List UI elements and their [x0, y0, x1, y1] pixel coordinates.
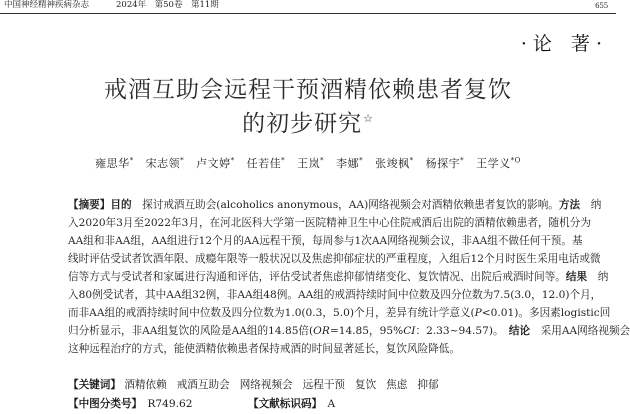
author [95, 156, 134, 172]
issue-info: 2024年 第50卷 第11期 [116, 0, 219, 10]
keyword: 焦虑 [386, 379, 408, 391]
abstract-line: 这种远程治疗的方式，能使酒精依赖患者保持戒酒的时间显著延长，复饮风险降低。 [68, 343, 460, 355]
author-mark: * [409, 156, 414, 165]
author [196, 156, 235, 172]
results-label: 结果 [565, 271, 588, 283]
author [336, 156, 363, 172]
methods-label: 方法 [558, 199, 581, 211]
author-name: 卢文婷 [196, 157, 231, 170]
author-name: 雍思华 [95, 157, 130, 170]
methods-text-end: 信等方式与受试者和家属进行沟通和评估，评估受试者焦虑抑郁情绪变化、复饮情况、出院后戒酒时间等。 [68, 271, 566, 283]
keyword: 戒酒互助会 [176, 379, 230, 391]
author-name: 杨探宇 [425, 157, 461, 170]
keyword: 复饮 [355, 379, 377, 391]
p-symbol: P [474, 307, 482, 319]
author-mark: * [320, 156, 325, 165]
author-mark: * [281, 156, 286, 165]
results-text-start: 纳 [597, 271, 609, 283]
abstract-line [68, 322, 630, 340]
running-header [4, 0, 608, 11]
keyword: 网络视频会 [239, 379, 293, 391]
results-text-part: 而非AA组的戒酒持续时间中位数及四分位数为1.0(0.3，5.0)个月，差异有统计学意义( [68, 307, 475, 319]
author-mark: * [460, 156, 465, 165]
objective-label: 目的 [110, 199, 132, 211]
author-name: 张竣枫 [375, 157, 410, 170]
title-line-2 [0, 107, 616, 141]
results-text-part: <0.01)。多因素logistic回 [481, 307, 611, 319]
objective-text: 探讨戒酒互助会(alcoholics anonymous，AA)网络视频会对酒精依赖患者复饮的影响。 [142, 199, 559, 211]
author [476, 156, 521, 172]
author [426, 156, 465, 172]
abstract-line: 入80例受试者，其中AA组32例，非AA组48例。AA组的戒酒持续时间中位数及四分位数为7.5(3.0，12.0)个月， [68, 289, 602, 301]
author-mark: * [359, 156, 364, 165]
author-name: 王学义 [476, 157, 511, 170]
page-number: 655 [595, 0, 608, 10]
keyword: 酒精依赖 [124, 379, 167, 391]
results-text-part: =14.85，95% [329, 325, 404, 337]
title-star-mark: ☆ [363, 112, 374, 126]
keyword: 抑郁 [417, 379, 439, 391]
conclusion-label: 结论 [508, 325, 531, 337]
author-name: 任若佳 [246, 157, 282, 170]
author-mark: * [129, 156, 134, 165]
conclusion-text-start: 采用AA网络视频会 [540, 325, 630, 337]
section-label: · 论 著 · [520, 33, 602, 55]
author-name: 王岚 [297, 157, 321, 170]
clc-label: 【中图分类号】 [68, 398, 137, 410]
author-mark: * [180, 156, 185, 165]
abstract-line [68, 196, 602, 214]
author-mark: *O [510, 156, 521, 165]
ci-symbol: CI [403, 325, 416, 337]
author-mark: * [230, 156, 235, 165]
clc-value: R749.62 [147, 398, 193, 410]
classification-row [68, 396, 602, 412]
abstract-line [68, 268, 609, 286]
doc-label: 【文献标识码】 [248, 398, 317, 410]
results-text-part: ：2.33~94.57)。 [415, 325, 499, 337]
journal-name: 中国神经精神疾病杂志 [4, 0, 90, 10]
abstract-label: 【摘要】 [68, 199, 111, 211]
keyword: 远程干预 [302, 379, 346, 391]
abstract-line: 入2020年3月至2022年3月，在河北医科大学第一医院精神卫生中心住院戒酒后出院的酒精依赖患者，随机分为 [68, 217, 591, 229]
author [146, 156, 185, 172]
or-symbol: OR [313, 325, 330, 337]
abstract-block [68, 196, 630, 358]
abstract-line: 线时评估受试者饮酒年限、成瘾年限等一般状况以及焦虑抑郁症状的严重程度，入组后12个月时医生采用电话或微 [68, 253, 601, 265]
title-line-2-text: 的初步研究 [242, 111, 363, 137]
methods-text-start: 纳 [590, 199, 602, 211]
clc-code [68, 396, 193, 412]
abstract-line: AA组和非AA组，AA组进行12个月的AA远程干预，每周参与1次AA网络视频会议，非AA组不做任何干预。基 [68, 235, 583, 247]
keywords-label: 【关键词】 [68, 379, 121, 391]
keywords-row [68, 377, 602, 393]
title-line-1: 戒酒互助会远程干预酒精依赖患者复饮 [104, 77, 512, 103]
article-title [0, 73, 616, 141]
author-name: 李娜 [336, 157, 360, 170]
author-name: 宋志领 [145, 157, 181, 170]
author [247, 156, 286, 172]
document-code [248, 396, 335, 412]
author-list [0, 156, 616, 172]
header-rule [0, 13, 616, 14]
author [297, 156, 324, 172]
abstract-line [68, 304, 611, 322]
doc-value: A [327, 398, 336, 410]
results-text-part: 归分析显示，非AA组复饮的风险是AA组的14.85倍( [68, 325, 314, 337]
author [375, 156, 414, 172]
